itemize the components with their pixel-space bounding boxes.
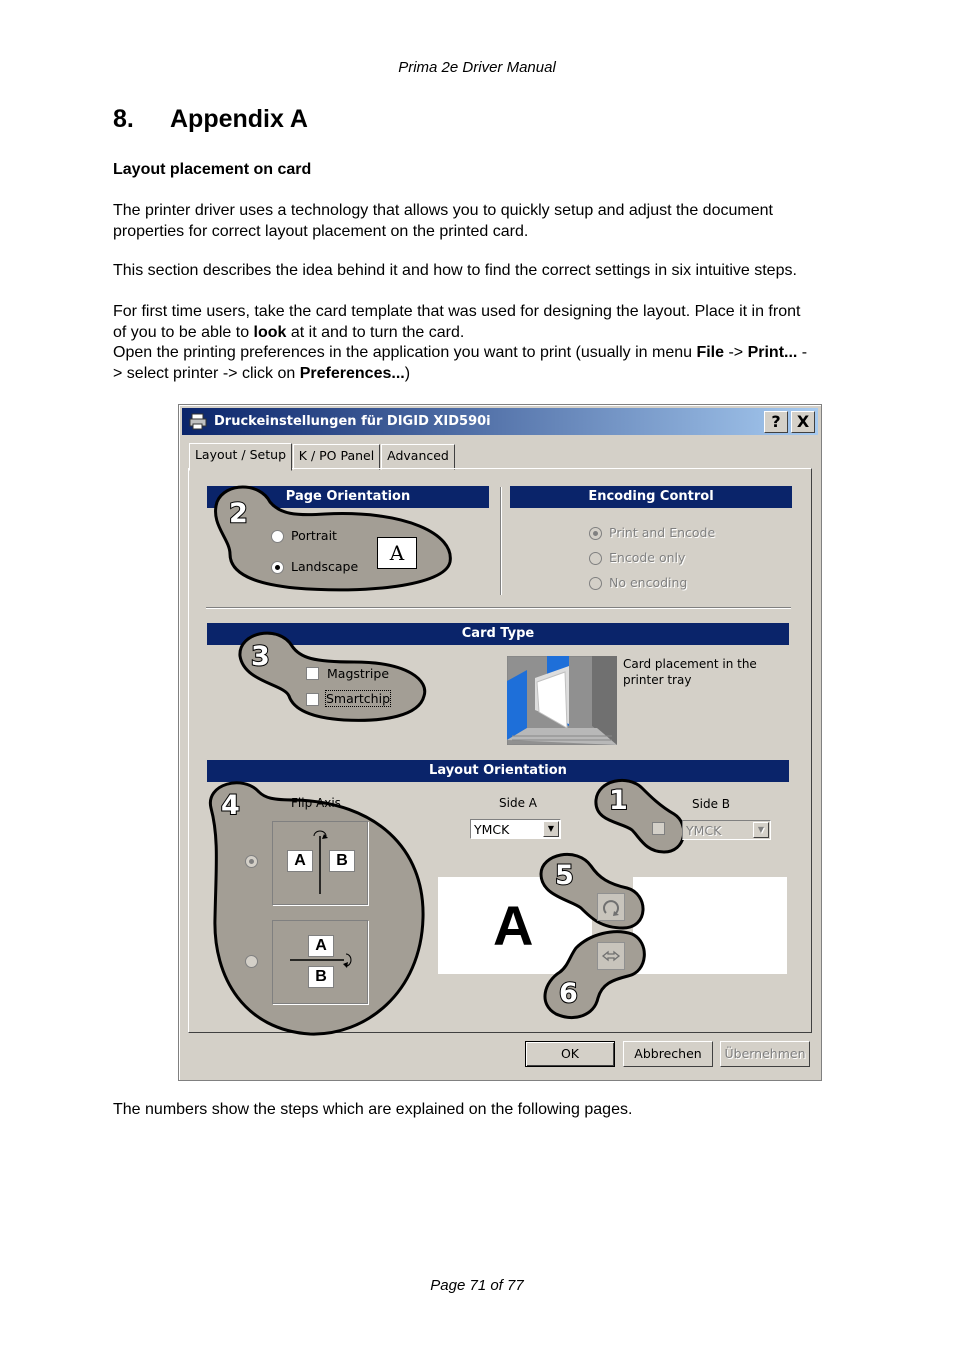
step-1-highlight	[590, 776, 690, 856]
flip-v-letter-a: A	[287, 850, 313, 872]
swap-button[interactable]	[597, 942, 625, 970]
horizontal-divider	[206, 607, 791, 608]
side-b-preview	[633, 877, 787, 974]
step-number-3: 3	[251, 641, 270, 672]
orientation-preview-icon: A	[377, 537, 417, 569]
section-number: 8.	[113, 105, 134, 133]
paragraph-1-line-1: The printer driver uses a technology that allows you to quickly setup and adjust the document	[113, 202, 773, 219]
chevron-down-icon[interactable]: ▼	[753, 822, 769, 838]
side-a-select-value: YMCK	[474, 822, 510, 837]
horizontal-axis-icon	[288, 950, 358, 970]
chevron-down-icon[interactable]: ▼	[543, 821, 559, 837]
rotate-button[interactable]	[597, 893, 625, 921]
checkbox-magstripe[interactable]	[306, 667, 319, 680]
checkbox-side-b[interactable]	[652, 822, 665, 835]
printer-icon	[189, 412, 207, 430]
swap-icon	[598, 943, 624, 969]
paragraph-3	[113, 302, 883, 384]
close-button[interactable]: X	[791, 411, 815, 433]
checkbox-smartchip[interactable]	[306, 693, 319, 706]
label-encode-only: Encode only	[609, 550, 686, 565]
paragraph-1-line-2: properties for correct layout placement on the printed card.	[113, 222, 529, 240]
radio-flip-vertical[interactable]	[245, 855, 258, 868]
page-header: Prima 2e Driver Manual	[398, 59, 556, 76]
section-heading	[113, 105, 308, 134]
tab-advanced[interactable]: Advanced	[381, 444, 455, 470]
subheading: Layout placement on card	[113, 161, 312, 178]
help-button[interactable]: ?	[764, 411, 788, 433]
label-landscape: Landscape	[291, 559, 359, 574]
caption: The numbers show the steps which are explained on the following pages.	[113, 1101, 633, 1118]
label-smartchip: Smartchip	[326, 691, 391, 706]
radio-encode-only[interactable]	[589, 552, 602, 565]
page-orientation-header: Page Orientation	[207, 486, 489, 508]
side-a-preview-letter: A	[493, 894, 534, 957]
layout-orientation-header: Layout Orientation	[207, 760, 789, 782]
vertical-axis-icon	[310, 826, 330, 896]
flip-v-letter-b: B	[329, 850, 355, 872]
card-placement-text-1: Card placement in the	[623, 657, 757, 671]
paragraph-3-line-1: For first time users, take the card template that was used for designing the layout. Place it in front	[113, 303, 801, 320]
step-number-4: 4	[221, 790, 240, 821]
card-placement-tray-image	[507, 656, 617, 745]
paragraph-3-line-2: of you to be able to look at it and to turn the card.	[113, 323, 465, 341]
apply-button[interactable]: Übernehmen	[720, 1041, 810, 1067]
side-b-select[interactable]	[682, 820, 771, 840]
paragraph-4-line-2: > select printer -> click on Preferences...)	[113, 364, 411, 382]
side-a-label: Side A	[499, 796, 537, 810]
label-portrait: Portrait	[291, 528, 337, 543]
radio-print-and-encode[interactable]	[589, 527, 602, 540]
tab-k-po-panel[interactable]: K / PO Panel	[293, 444, 380, 470]
label-magstripe: Magstripe	[327, 666, 390, 681]
card-placement-text-2: printer tray	[623, 673, 692, 687]
step-number-5: 5	[555, 860, 574, 891]
step-number-6: 6	[559, 978, 578, 1009]
tab-layout-setup[interactable]: Layout / Setup	[189, 443, 292, 471]
ok-button[interactable]: OK	[525, 1041, 615, 1067]
side-a-select[interactable]	[470, 819, 561, 839]
flip-h-letter-a: A	[308, 935, 334, 957]
label-print-and-encode: Print and Encode	[609, 525, 716, 540]
encoding-control-header: Encoding Control	[510, 486, 792, 508]
flip-axis-label: Flip Axis	[291, 796, 341, 810]
dialog-title-bar	[182, 408, 818, 435]
card-type-header: Card Type	[207, 623, 789, 645]
step-number-1: 1	[609, 785, 628, 816]
page-footer: Page 71 of 77	[430, 1277, 524, 1294]
cancel-button[interactable]: Abbrechen	[623, 1041, 713, 1067]
radio-no-encoding[interactable]	[589, 577, 602, 590]
paragraph-4-line-1: Open the printing preferences in the application you want to print (usually in menu File -> Print... -	[113, 344, 808, 361]
flip-h-letter-b: B	[308, 966, 334, 988]
paragraph-2-line-1: This section describes the idea behind it and how to find the correct settings in six intuitive steps.	[113, 262, 797, 279]
step-number-2: 2	[229, 498, 248, 529]
vertical-divider	[500, 487, 501, 595]
side-b-select-value: YMCK	[686, 823, 722, 838]
radio-portrait[interactable]	[271, 530, 284, 543]
label-no-encoding: No encoding	[609, 575, 688, 590]
radio-landscape[interactable]	[271, 561, 284, 574]
dialog-title: Druckeinstellungen für DIGID XID590i	[214, 414, 491, 429]
section-title: Appendix A	[170, 105, 308, 133]
step-6-highlight	[540, 928, 650, 1022]
paragraph-1	[113, 201, 883, 242]
side-b-label: Side B	[692, 797, 730, 811]
step-5-highlight	[537, 848, 649, 932]
rotate-icon	[598, 894, 624, 920]
paragraph-2	[113, 261, 883, 282]
radio-flip-horizontal[interactable]	[245, 955, 258, 968]
